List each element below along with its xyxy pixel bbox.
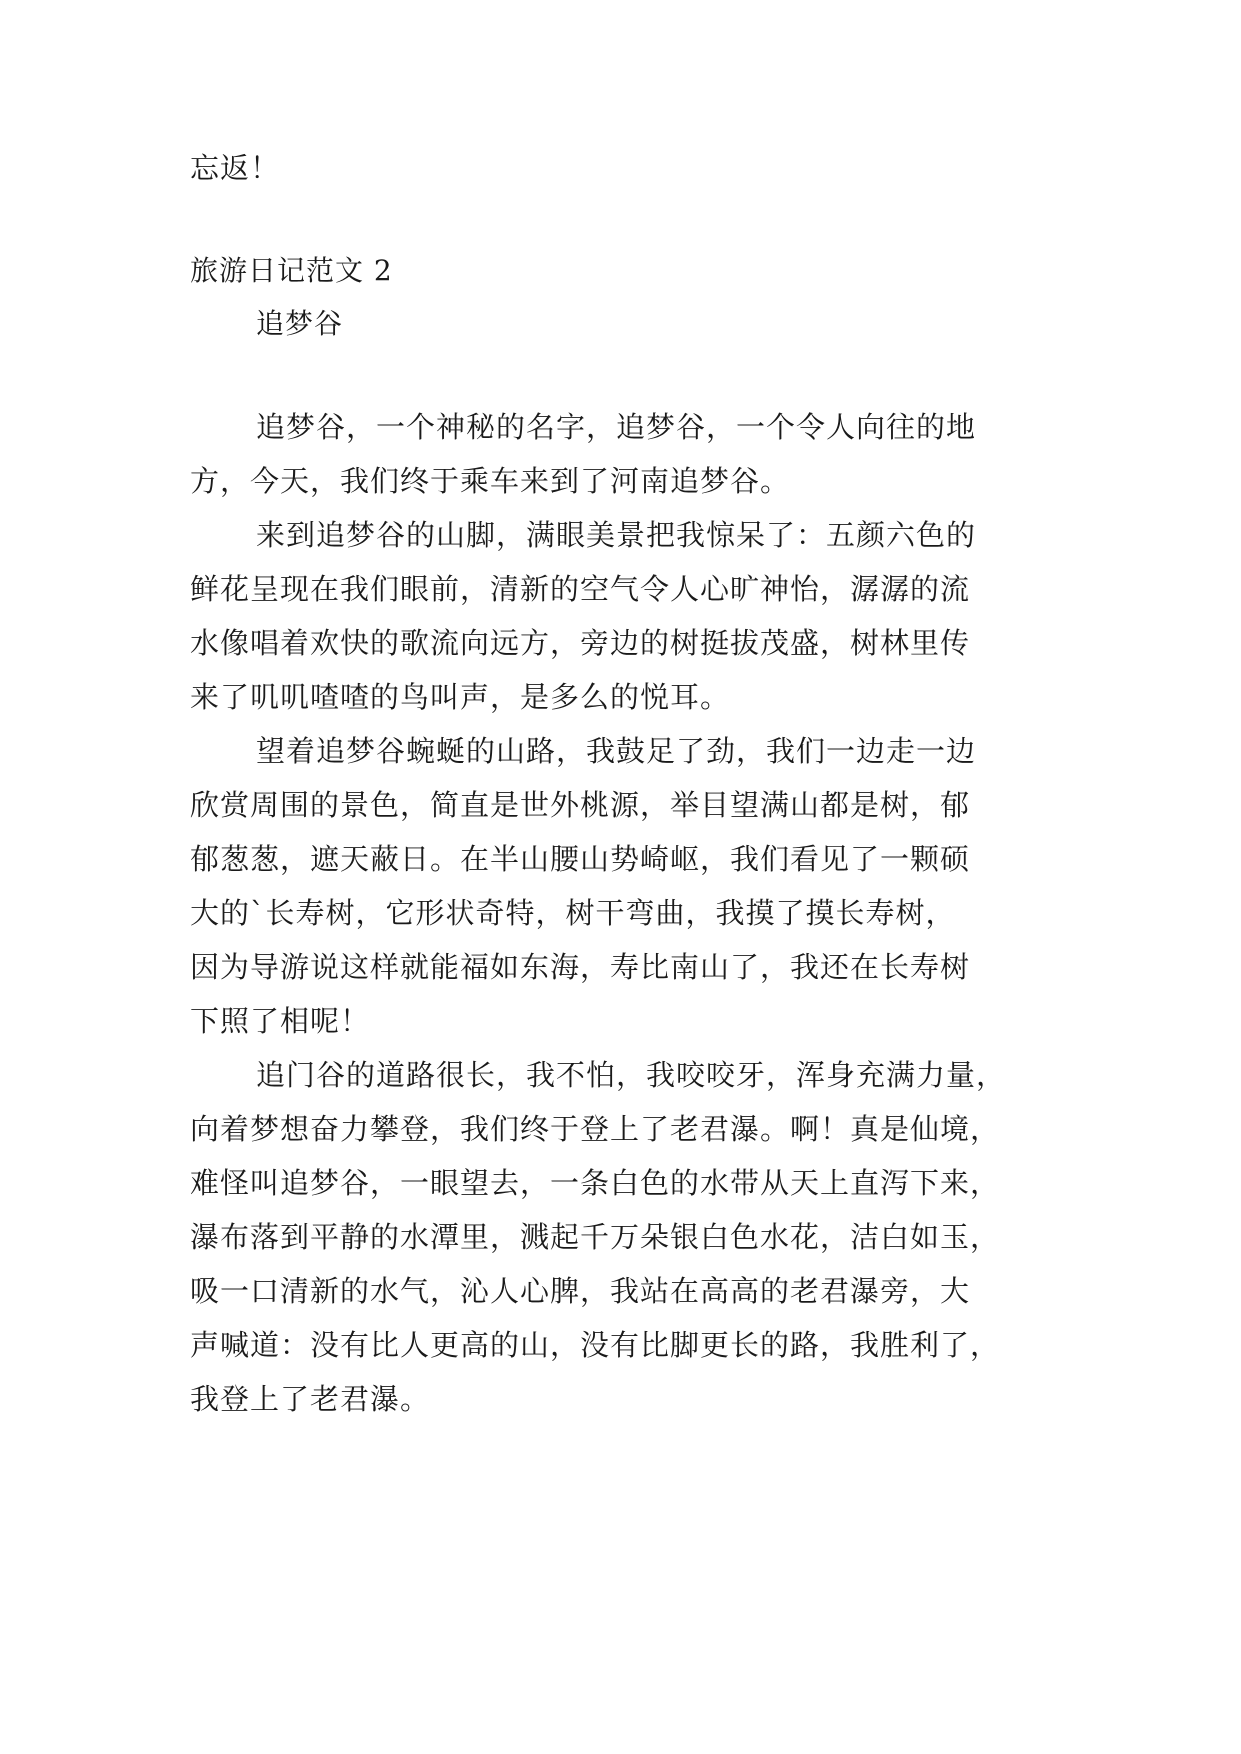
text-line: 大的`长寿树，它形状奇特，树干弯曲，我摸了摸长寿树， — [190, 896, 956, 930]
text-line: 向着梦想奋力攀登，我们终于登上了老君瀑。啊！真是仙境， — [190, 1112, 1001, 1146]
text-line: 郁葱葱，遮天蔽日。在半山腰山势崎岖，我们看见了一颗硕 — [190, 842, 971, 876]
text-line: 因为导游说这样就能福如东海，寿比南山了，我还在长寿树 — [190, 950, 971, 984]
text-line: 追梦谷，一个神秘的名字，追梦谷，一个令人向往的地 — [256, 410, 977, 444]
essay-title: 追梦谷 — [256, 307, 344, 340]
text-line: 来到追梦谷的山脚，满眼美景把我惊呆了：五颜六色的 — [256, 518, 977, 552]
text-line: 追门谷的道路很长，我不怕，我咬咬牙，浑身充满力量， — [256, 1058, 1007, 1092]
text-line: 方，今天，我们终于乘车来到了河南追梦谷。 — [190, 464, 791, 498]
previous-text-ending: 忘返！ — [190, 151, 281, 185]
text-line: 来了叽叽喳喳的鸟叫声，是多么的悦耳。 — [190, 680, 731, 714]
text-line: 我登上了老君瀑。 — [190, 1382, 431, 1416]
section-title: 旅游日记范文 2 — [190, 254, 393, 287]
text-line: 水像唱着欢快的歌流向远方，旁边的树挺拔茂盛，树林里传 — [190, 626, 971, 660]
text-line: 鲜花呈现在我们眼前，清新的空气令人心旷神怡，潺潺的流 — [190, 572, 971, 606]
text-line: 下照了相呢！ — [190, 1004, 371, 1038]
text-line: 吸一口清新的水气，沁人心脾，我站在高高的老君瀑旁，大 — [190, 1274, 971, 1308]
text-line: 声喊道：没有比人更高的山，没有比脚更长的路，我胜利了， — [190, 1328, 1001, 1362]
text-line: 欣赏周围的景色，简直是世外桃源，举目望满山都是树，郁 — [190, 788, 971, 822]
text-line: 望着追梦谷蜿蜒的山路，我鼓足了劲，我们一边走一边 — [256, 734, 977, 768]
text-line: 瀑布落到平静的水潭里，溅起千万朵银白色水花，洁白如玉， — [190, 1220, 1001, 1254]
text-line: 难怪叫追梦谷，一眼望去，一条白色的水带从天上直泻下来， — [190, 1166, 1001, 1200]
